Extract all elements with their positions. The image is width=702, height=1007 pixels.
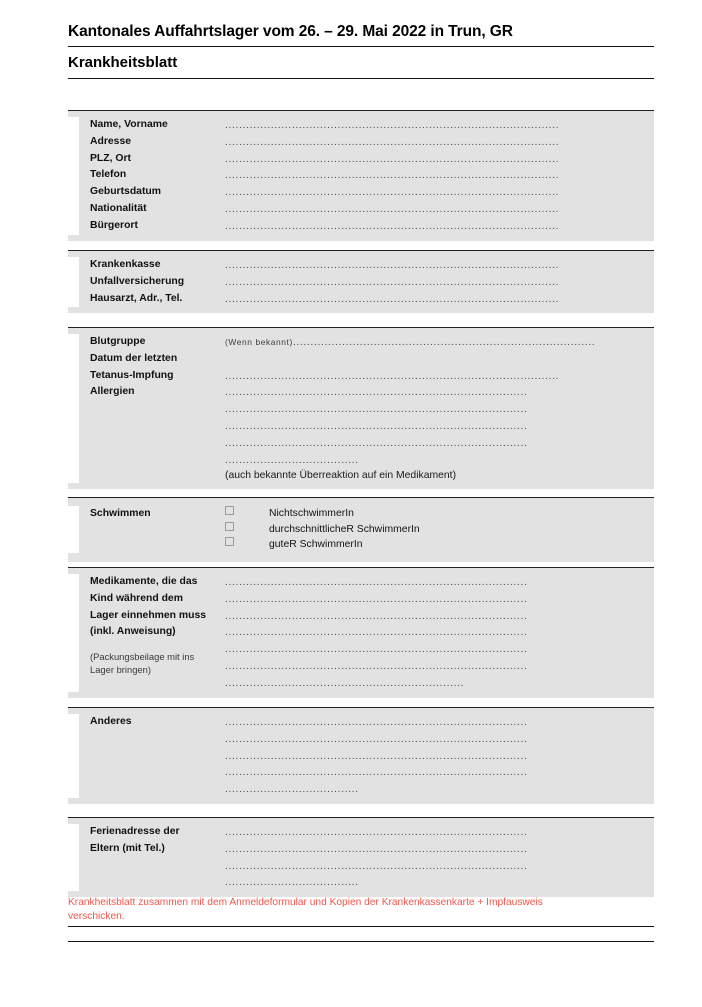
field-allergies-2[interactable]: ...................................................................................... [225, 403, 528, 416]
field-address[interactable]: ............................................................................................... [225, 135, 560, 148]
field-nationality[interactable]: ............................................................................................... [225, 202, 560, 215]
field-accident-insurance[interactable]: ............................................................................................... [225, 275, 560, 288]
field-place-of-origin[interactable]: ............................................................................................... [225, 219, 560, 232]
label-address: Adresse [90, 135, 132, 147]
insurance-labels [79, 257, 225, 307]
field-health-insurance[interactable]: ............................................................................................... [225, 259, 560, 271]
block-left-margin [68, 714, 79, 798]
field-holiday-address-2[interactable]: ...................................................................................... [225, 842, 528, 855]
field-other-1[interactable]: ...................................................................................... [225, 716, 528, 728]
field-tetanus-date[interactable]: ............................................................................................... [225, 369, 560, 382]
footer-divider-top [68, 926, 654, 927]
other-fields [225, 714, 654, 798]
label-spacer [90, 641, 225, 650]
label-blood-group: Blutgruppe [90, 336, 146, 347]
label-family-doctor: Hausarzt, Adr., Tel. [90, 292, 183, 304]
field-medication-4[interactable]: ...................................................................................... [225, 626, 528, 639]
block-left-margin [68, 257, 79, 307]
field-medication-7[interactable]: .................................................................... [225, 676, 465, 689]
swim-option-good[interactable] [225, 537, 648, 553]
checkbox-icon[interactable] [225, 522, 234, 531]
field-medication-1[interactable]: ...................................................................................... [225, 576, 528, 588]
field-allergies-1[interactable]: ...................................................................................... [225, 386, 528, 399]
field-medication-6[interactable]: ...................................................................................... [225, 659, 528, 672]
label-tetanus-date-line1: Datum der letzten [90, 352, 178, 364]
footer-warning-line2: verschicken. [68, 910, 125, 922]
block-left-margin [68, 574, 79, 692]
label-medication-line1: Medikamente, die das [90, 576, 198, 587]
swim-option-label: guteR SchwimmerIn [269, 539, 363, 550]
label-birthdate: Geburtsdatum [90, 186, 162, 198]
field-family-doctor[interactable]: ............................................................................................... [225, 292, 560, 305]
holiday-address-labels [79, 824, 225, 891]
swim-option-average[interactable] [225, 522, 648, 538]
section-medical-info [68, 327, 654, 489]
field-other-3[interactable]: ...................................................................................... [225, 749, 528, 762]
checkbox-icon[interactable] [225, 506, 234, 515]
footer-divider-bottom [68, 941, 654, 942]
section-other [68, 707, 654, 804]
block-left-margin [68, 824, 79, 891]
field-other-4[interactable]: ...................................................................................... [225, 766, 528, 779]
label-accident-insurance: Unfallversicherung [90, 275, 185, 287]
field-phone[interactable]: ............................................................................................... [225, 169, 560, 182]
footer-warning-line1: Krankheitsblatt zusammen mit dem Anmeldeformular und Kopien der Krankenkassenkarte + Impfausweis [68, 897, 543, 908]
label-holiday-address-line2: Eltern (mit Tel.) [90, 842, 165, 854]
document-subtitle: Krankheitsblatt [68, 54, 178, 71]
label-nationality: Nationalität [90, 202, 147, 214]
checkbox-icon[interactable] [225, 537, 234, 546]
field-allergies-5[interactable]: ...................................... [225, 453, 359, 466]
label-holiday-address-line1: Ferienadresse der [90, 826, 180, 837]
swim-option-nonswimmer[interactable] [225, 506, 648, 522]
field-zip-city[interactable]: ............................................................................................... [225, 152, 560, 165]
label-name: Name, Vorname [90, 119, 168, 130]
field-medication-2[interactable]: ...................................................................................... [225, 592, 528, 605]
insurance-fields [225, 257, 654, 307]
swim-option-label: durchschnittlicheR SchwimmerIn [269, 523, 420, 535]
label-medication-line3: Lager einnehmen muss [90, 609, 207, 621]
swimming-options [225, 506, 654, 553]
label-swimming: Schwimmen [90, 508, 151, 519]
field-holiday-address-1[interactable]: ...................................................................................... [225, 826, 528, 838]
medication-labels [79, 574, 225, 692]
field-blood-group[interactable] [225, 334, 648, 351]
other-labels [79, 714, 225, 798]
field-allergies-4[interactable]: ...................................................................................... [225, 436, 528, 449]
label-tetanus-date-line2: Tetanus-Impfung [90, 369, 174, 381]
section-medication [68, 567, 654, 698]
medical-labels [79, 334, 225, 483]
section-holiday-address [68, 817, 654, 897]
label-health-insurance: Krankenkasse [90, 259, 161, 270]
field-spacer [225, 351, 648, 368]
page-title: Kantonales Auffahrtslager vom 26. – 29. Mai 2022 in Trun, GR [68, 23, 513, 40]
hint-if-known: (Wenn bekannt) [225, 337, 293, 347]
field-other-5[interactable]: ...................................... [225, 783, 359, 796]
field-name[interactable]: ............................................................................................... [225, 119, 560, 131]
swimming-labels [79, 506, 225, 553]
field-allergies-3[interactable]: ...................................................................................... [225, 419, 528, 432]
section-insurance [68, 250, 654, 313]
block-left-margin [68, 117, 79, 235]
block-left-margin [68, 334, 79, 483]
medical-fields [225, 334, 654, 483]
label-phone: Telefon [90, 169, 127, 181]
subnote-package-insert-line2: Lager bringen) [90, 664, 151, 676]
field-other-2[interactable]: ...................................................................................... [225, 732, 528, 745]
block-left-margin [68, 506, 79, 553]
subtitle-divider [68, 78, 654, 79]
label-place-of-origin: Bürgerort [90, 219, 138, 231]
medication-fields [225, 574, 654, 692]
label-other: Anderes [90, 716, 132, 727]
personal-fields [225, 117, 654, 235]
field-medication-5[interactable]: ...................................................................................... [225, 643, 528, 656]
swim-option-label: NichtschwimmerIn [269, 508, 354, 519]
note-medication-overreaction: (auch bekannte Überreaktion auf ein Medikament) [225, 470, 457, 482]
holiday-address-fields [225, 824, 654, 891]
label-allergies: Allergien [90, 386, 135, 398]
section-swimming [68, 497, 654, 562]
field-holiday-address-3[interactable]: ...................................................................................... [225, 859, 528, 872]
subnote-package-insert-line1: (Packungsbeilage mit ins [90, 651, 195, 663]
section-personal-data [68, 110, 654, 241]
field-holiday-address-4[interactable]: ...................................... [225, 876, 359, 889]
document-header [68, 22, 654, 79]
field-blood-group-dots: ...................................................................................... [292, 336, 596, 348]
footer-warning [68, 896, 654, 923]
label-zip-city: PLZ, Ort [90, 152, 131, 164]
personal-labels [79, 117, 225, 235]
label-medication-line4: (inkl. Anweisung) [90, 626, 176, 638]
field-medication-3[interactable]: ...................................................................................... [225, 609, 528, 622]
field-birthdate[interactable]: ............................................................................................... [225, 186, 560, 199]
label-medication-line2: Kind während dem [90, 592, 183, 604]
